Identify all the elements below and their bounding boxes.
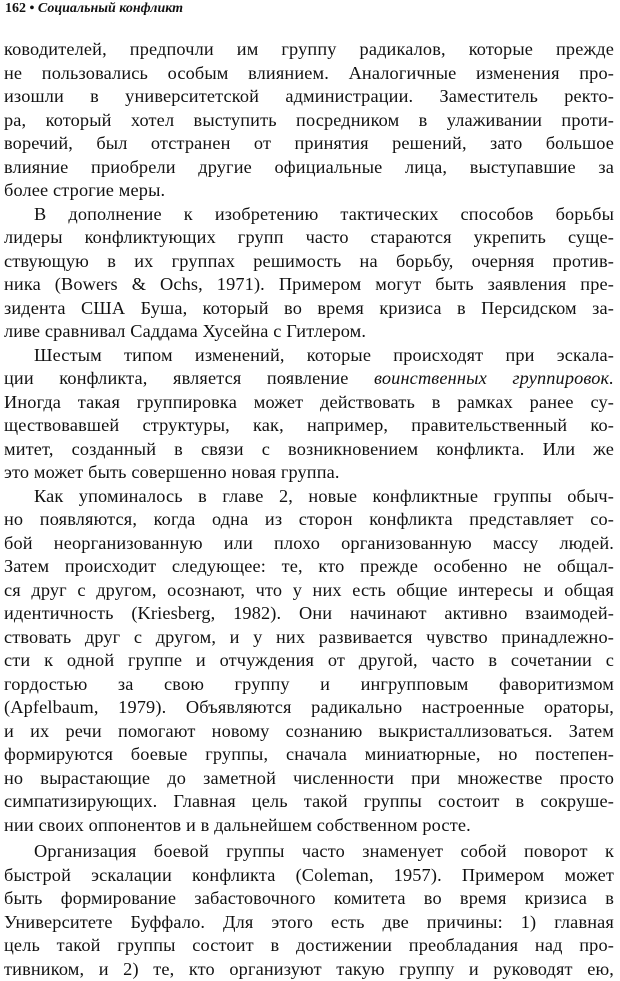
text-line: Иногда такая группировка может действовать в рамках ранее су- xyxy=(4,391,614,415)
text-line: ра, который хотел выступить посредником в улаживании проти- xyxy=(4,109,614,133)
text-line: формируются боевые группы, сначала миниатюрные, но постепен- xyxy=(4,743,614,767)
text-line: влияние приобрели другие официальные лица, выступавшие за xyxy=(4,156,614,180)
text-line: ливе сравнивал Саддама Хусейна с Гитлером. xyxy=(4,320,614,344)
text-line: но появляются, когда одна из сторон конфликта представляет со- xyxy=(4,508,614,532)
text-line: сти к одной группе и отчуждения от другой, часто в сочетании с xyxy=(4,649,614,673)
text-line: ществовавшей структуры, как, например, правительственный ко- xyxy=(4,414,614,438)
text-line: ствовать друг с другом, и у них развивается чувство принадлежно- xyxy=(4,626,614,650)
text-line: но вырастающие до заметной численности при множестве просто xyxy=(4,767,614,791)
text-line: Организация боевой группы часто знаменует собой поворот к xyxy=(4,840,614,864)
paragraph xyxy=(4,485,614,838)
text-line: Университете Буффало. Для этого есть две причины: 1) главная xyxy=(4,911,614,935)
text-segment: ции конфликта, является появление xyxy=(4,368,349,388)
text-line: симпатизирующих. Главная цель такой группы состоит в сокруше- xyxy=(4,790,614,814)
text-line: более строгие меры. xyxy=(4,179,614,203)
text-line: быть формирование забастовочного комитета во время кризиса в xyxy=(4,887,614,911)
text-line-with-emphasis xyxy=(4,367,614,391)
text-line: изошли в университетской администрации. Заместитель ректо- xyxy=(4,85,614,109)
text-line: зидента США Буша, который во время кризиса в Персидском за- xyxy=(4,297,614,321)
text-line: лидеры конфликтующих групп часто стараются укрепить суще- xyxy=(4,226,614,250)
text-line: быстрой эскалации конфликта (Coleman, 1957). Примером может xyxy=(4,864,614,888)
header-bullet: • xyxy=(30,1,35,16)
text-line: это может быть совершенно новая группа. xyxy=(4,461,614,485)
text-line: тивником, и 2) те, кто организуют такую группу и руководят ею, xyxy=(4,958,614,981)
body-text xyxy=(4,38,614,981)
text-line: идентичность (Kriesberg, 1982). Они начинают активно взаимодей- xyxy=(4,602,614,626)
text-line: воречий, был отстранен от принятия решений, зато большое xyxy=(4,132,614,156)
text-line: нии своих оппонентов и в дальнейшем собственном росте. xyxy=(4,814,614,838)
running-head xyxy=(5,0,183,18)
text-line: В дополнение к изобретению тактических способов борьбы xyxy=(4,203,614,227)
text-line: не пользовались особым влиянием. Аналогичные изменения про- xyxy=(4,62,614,86)
paragraph xyxy=(4,38,614,203)
text-line: цель такой группы состоит в достижении преобладания над про- xyxy=(4,934,614,958)
page-number: 162 xyxy=(5,1,26,16)
paragraph xyxy=(4,840,614,981)
text-line: бой неорганизованную или плохо организованную массу людей. xyxy=(4,532,614,556)
text-line: гордостью за свою группу и ингрупповым фаворитизмом xyxy=(4,673,614,697)
text-line: ся друг с другом, осознают, что у них есть общие интересы и общая xyxy=(4,579,614,603)
text-line: Затем происходит следующее: те, кто прежде особенно не общал- xyxy=(4,555,614,579)
text-line: и их речи помогают новому сознанию выкристаллизоваться. Затем xyxy=(4,720,614,744)
paragraph xyxy=(4,344,614,485)
text-line: Шестым типом изменений, которые происходят при эскала- xyxy=(4,344,614,368)
emphasized-term: воинственных группировок. xyxy=(374,368,614,388)
text-line: ника (Bowers & Ochs, 1971). Примером могут быть заявления пре- xyxy=(4,273,614,297)
text-line: ствующую в их группах решимость на борьбу, очерняя против- xyxy=(4,250,614,274)
text-line: ководителей, предпочли им группу радикалов, которые прежде xyxy=(4,38,614,62)
text-line: (Apfelbaum, 1979). Объявляются радикально настроенные ораторы, xyxy=(4,696,614,720)
text-line: митет, созданный в связи с возникновением конфликта. Или же xyxy=(4,438,614,462)
text-line: Как упоминалось в главе 2, новые конфликтные группы обыч- xyxy=(4,485,614,509)
book-title: Социальный конфликт xyxy=(38,1,183,16)
paragraph xyxy=(4,203,614,344)
